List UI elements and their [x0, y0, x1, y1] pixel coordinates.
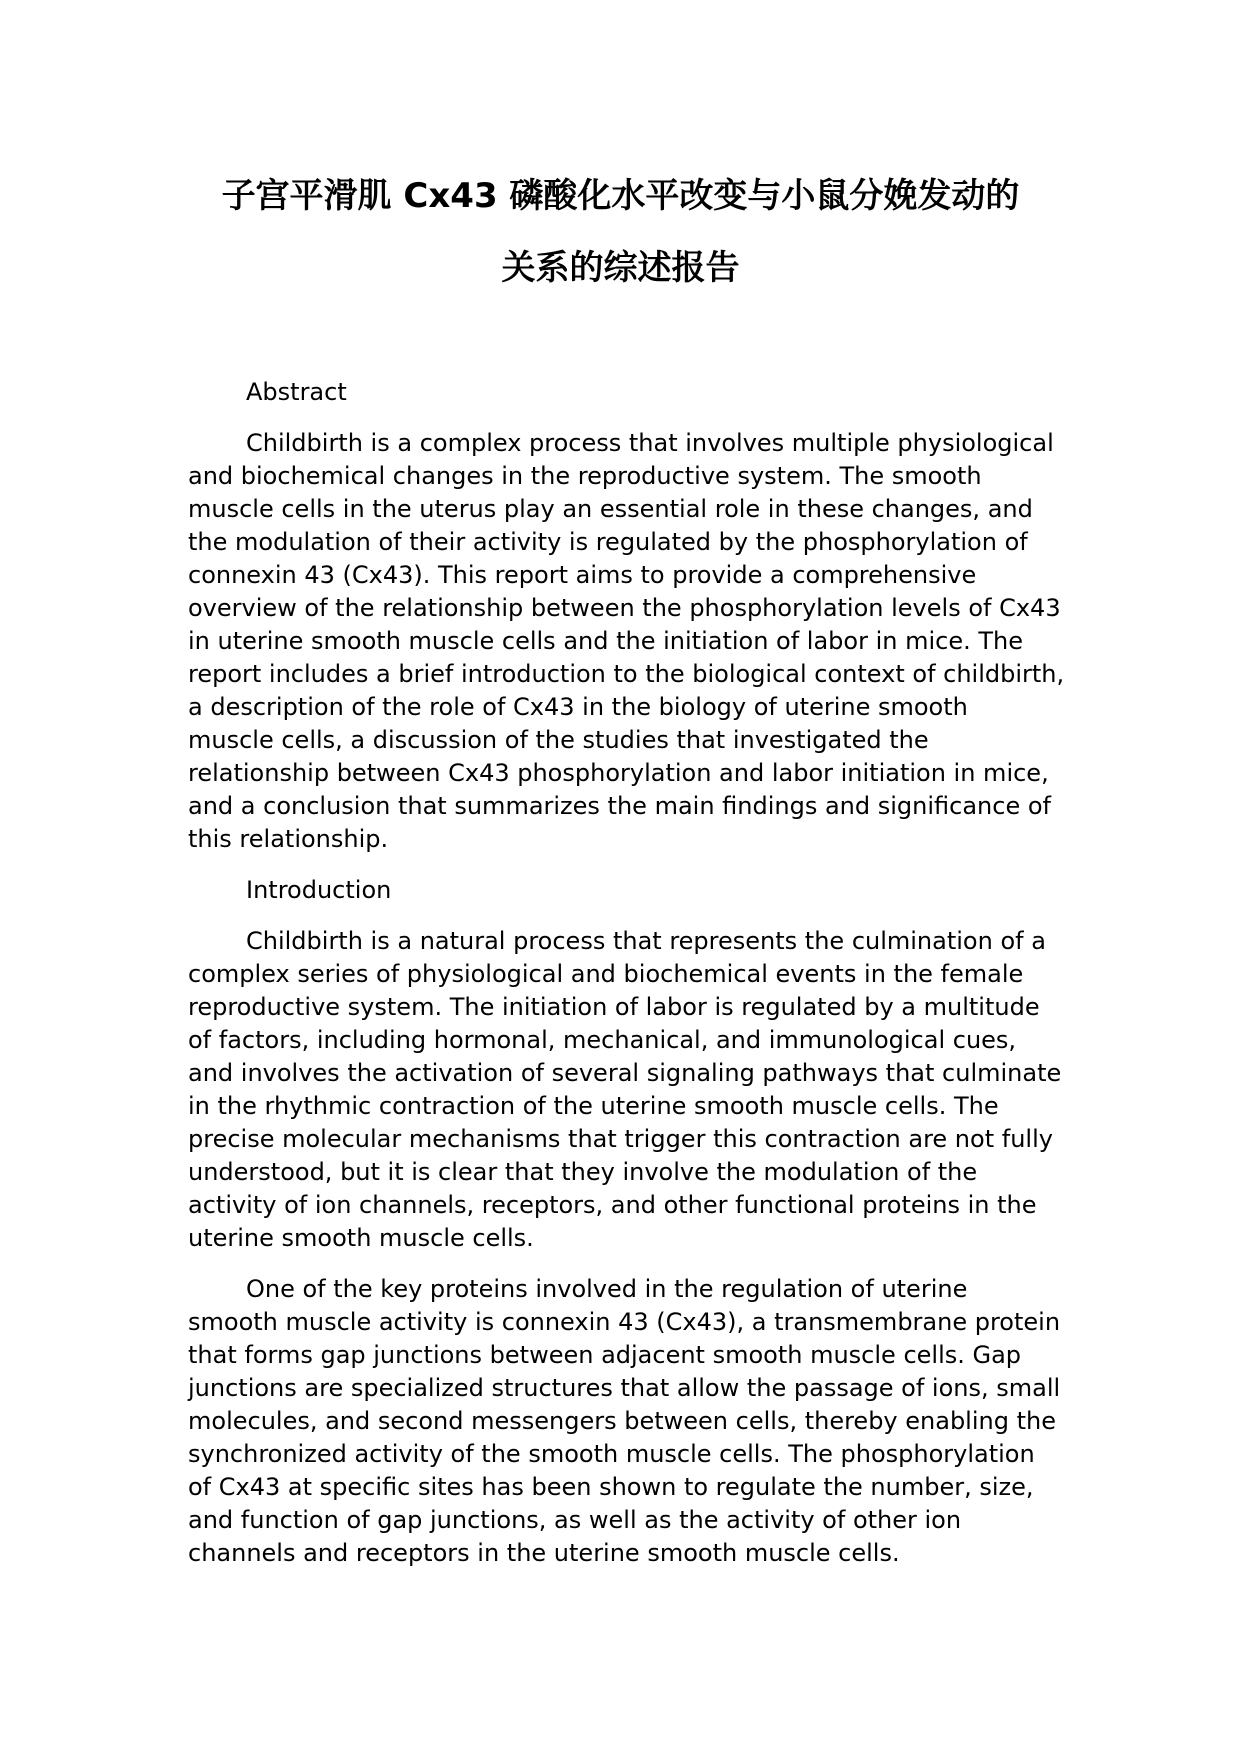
- text-line: in uterine smooth muscle cells and the initiation of labor in mice. The: [188, 627, 1024, 655]
- text-line: and function of gap junctions, as well as the activity of other ion: [188, 1506, 962, 1534]
- text-line: that forms gap junctions between adjacent smooth muscle cells. Gap: [188, 1341, 1022, 1369]
- text-line: synchronized activity of the smooth muscle cells. The phosphorylation: [188, 1440, 1035, 1468]
- introduction-paragraph-2: [188, 1273, 1070, 1570]
- title-line-2: 关系的综述报告: [501, 248, 740, 288]
- text-line: and biochemical changes in the reproductive system. The smooth: [188, 462, 982, 490]
- abstract-paragraph: [188, 427, 1070, 856]
- text-line: report includes a brief introduction to the biological context of childbirth,: [188, 660, 1065, 688]
- text-line: junctions are specialized structures that allow the passage of ions, small: [188, 1374, 1061, 1402]
- text-line: uterine smooth muscle cells.: [188, 1224, 534, 1252]
- abstract-heading: Abstract: [246, 378, 347, 406]
- text-line: Childbirth is a natural process that represents the culmination of a: [246, 927, 1046, 955]
- title-line-1: 子宫平滑肌 Cx43 磷酸化水平改变与小鼠分娩发动的: [221, 176, 1020, 216]
- text-line: channels and receptors in the uterine smooth muscle cells.: [188, 1539, 900, 1567]
- text-line: Childbirth is a complex process that involves multiple physiological: [246, 429, 1054, 457]
- introduction-heading: Introduction: [246, 876, 392, 904]
- text-line: molecules, and second messengers between cells, thereby enabling the: [188, 1407, 1056, 1435]
- text-line: of Cx43 at specific sites has been shown to regulate the number, size,: [188, 1473, 1034, 1501]
- text-line: smooth muscle activity is connexin 43 (Cx43), a transmembrane protein: [188, 1308, 1061, 1336]
- text-line: reproductive system. The initiation of labor is regulated by a multitude: [188, 993, 1040, 1021]
- text-line: a description of the role of Cx43 in the biology of uterine smooth: [188, 693, 968, 721]
- text-line: complex series of physiological and biochemical events in the female: [188, 960, 1024, 988]
- text-line: this relationship.: [188, 825, 389, 853]
- introduction-paragraph-1: [188, 925, 1070, 1255]
- text-line: muscle cells, a discussion of the studies that investigated the: [188, 726, 929, 754]
- text-line: and a conclusion that summarizes the main findings and significance of: [188, 792, 1051, 820]
- text-line: muscle cells in the uterus play an essential role in these changes, and: [188, 495, 1033, 523]
- text-line: precise molecular mechanisms that trigger this contraction are not fully: [188, 1125, 1053, 1153]
- text-line: overview of the relationship between the phosphorylation levels of Cx43: [188, 594, 1061, 622]
- document-body: [188, 376, 1070, 1588]
- text-line: One of the key proteins involved in the regulation of uterine: [246, 1275, 968, 1303]
- text-line: understood, but it is clear that they involve the modulation of the: [188, 1158, 978, 1186]
- text-line: in the rhythmic contraction of the uterine smooth muscle cells. The: [188, 1092, 999, 1120]
- text-line: relationship between Cx43 phosphorylation and labor initiation in mice,: [188, 759, 1049, 787]
- document-title: [150, 176, 1091, 288]
- text-line: connexin 43 (Cx43). This report aims to provide a comprehensive: [188, 561, 977, 589]
- text-line: the modulation of their activity is regulated by the phosphorylation of: [188, 528, 1028, 556]
- text-line: and involves the activation of several signaling pathways that culminate: [188, 1059, 1062, 1087]
- text-line: of factors, including hormonal, mechanical, and immunological cues,: [188, 1026, 1017, 1054]
- text-line: activity of ion channels, receptors, and other functional proteins in the: [188, 1191, 1037, 1219]
